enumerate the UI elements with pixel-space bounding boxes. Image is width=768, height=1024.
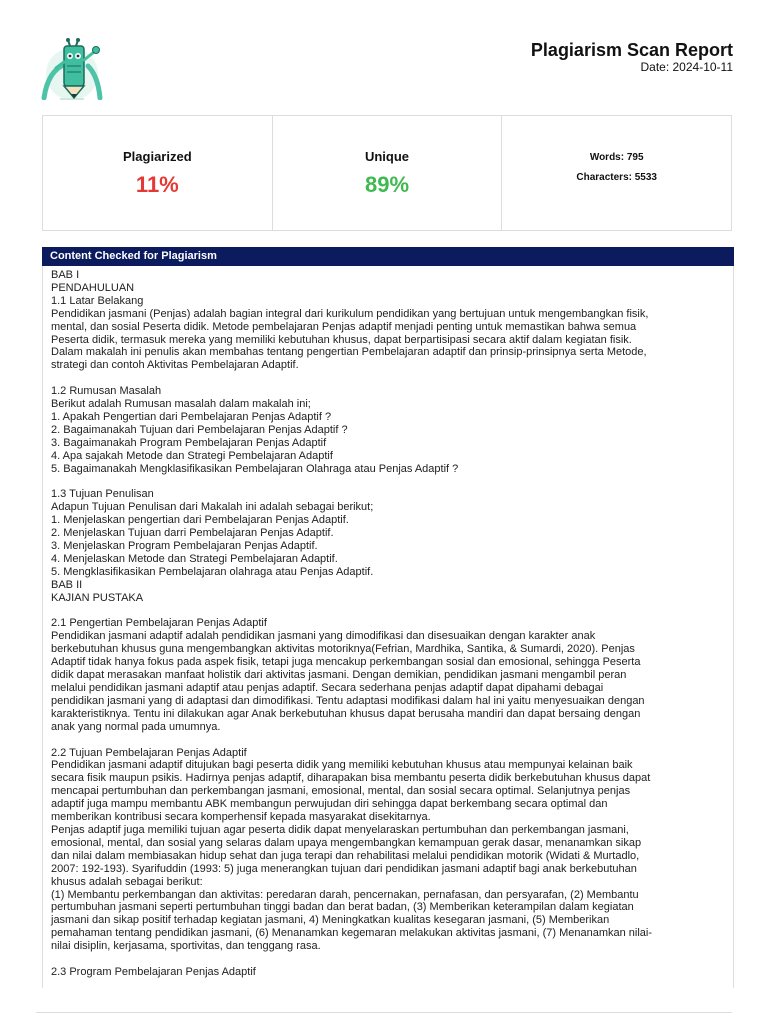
content-section-header: Content Checked for Plagiarism (42, 247, 734, 266)
report-header (531, 40, 733, 74)
plagiarized-value: 11% (135, 171, 179, 197)
word-count: Words: 795 (589, 152, 644, 163)
checked-content-text: BAB I PENDAHULUAN 1.1 Latar Belakang Pendidikan jasmani (Penjas) adalah bagian integral dari kurikulum pendidikan yang bertujuan untuk mengembangkan fisik, mental, dan sosial Peserta didik. Metode pembelajaran Penjas adaptif menjadi penting untuk memastikan bahwa semua Peserta didik, termasuk mereka yang memiliki kebutuhan khusus, dapat berpartisipasi secara aktif dalam kegiatan fisik. Dalam makalah ini penulis akan membahas tentang pengertian Pembelajaran adaptif dan prinsip-prinsipnya serta Metode, strategi dan contoh Aktivitas Pembelajaran Adaptif. 1.2 Rumusan Masalah Berikut adalah Rumusan masalah dalam makalah ini; 1. Apakah Pengertian dari Pembelajaran Penjas Adaptif ? 2. Bagaimanakah Tujuan dari Pembelajaran Penjas Adaptif ? 3. Bagaimanakah Program Pembelajaran Penjas Adaptif 4. Apa sajakah Metode dan Strategi Pembelajaran Adaptif 5. Bagaimanakah Mengklasifikasikan Pembelajaran Olahraga atau Penjas Adaptif ? 1.3 Tujuan Penulisan Adapun Tujuan Penulisan dari Makalah ini adalah sebagai berikut; 1. Menjelaskan pengertian dari Pembelajaran Penjas Adaptif. 2. Menjelaskan Tujuan darri Pembelajaran Penjas Adaptif. 3. Menjelaskan Program Pembelajaran Penjas Adaptif. 4. Menjelaskan Metode dan Strategi Pembelajaran Adaptif. 5. Mengklasifikasikan Pembelajaran olahraga atau Penjas Adaptif. BAB II KAJIAN PUSTAKA 2.1 Pengertian Pembelajaran Penjas Adaptif Pendidikan jasmani adaptif adalah pendidikan jasmani yang dimodifikasi dan disesuaikan dengan karakter anak berkebutuhan khusus guna mengembangkan aktivitas motoriknya(Fefrian, Mardhika, Santika, & Sumardi, 2020). Penjas Adaptif tidak hanya fokus pada aspek fisik, tetapi juga mencakup perkembangan sosial dan emosional, sehingga Peserta didik dapat merasakan manfaat holistik dari aktivitas jasmani. Dengan demikian, pendidikan jasmani mengambil peran melalui pendidikan jasmani adaptif atau penjas adaptif. Secara sederhana penjas adaptif dapat dipahami debagai pendidikan jasmani yang di adaptasi dan dimodifikasi. Tentu adaptasi modifikasi dalam hal ini yaitu menyesuaikan dengan karakteristiknya. Tentu ini dilakukan agar Anak berkebutuhan khusus dapat berusaha mandiri dan dapat bersaing dengan anak yang normal pada umumnya. 2.2 Tujuan Pembelajaran Penjas Adaptif Pendidikan jasmani adaptif ditujukan bagi peserta didik yang memiliki kebutuhan khusus atau mempunyai kelainan baik secara fisik maupun psikis. Hadirnya penjas adaptif, diharapakan bisa membantu peserta didik berkebutuhan khusus dapat mencapai pertumbuhan dan perkembangan jasmani, emosional, mental, dan sosial secara optimal. Selanjutnya penjas adaptif juga mampu membantu ABK membangun perwujudan diri sehingga dapat berkembang secara optimal dan memberikan kontribusi secara komperhensif kepada masyarakat disekitarnya. Penjas adaptif juga memiliki tujuan agar peserta didik dapat menyelaraskan pertumbuhan dan perkembangan jasmani, emosional, mental, dan sosial yang selaras dalam upaya mengembangkan kemampuan gerak dasar, menanamkan sikap dan nilai dalam membiasakan hidup sehat dan juga terapi dan rehabilitasi melalui pendidikan motorik (Widati & Murtadlo, 2007: 192-193). Syarifuddin (1993: 5) juga menerangkan tujuan dari pendidikan jasmani adaptif bagi anak berkebutuhan khusus adalah sebagai berikut: (1) Membantu perkembangan dan aktivitas: peredaran darah, pencernakan, pernafasan, dan persyarafan, (2) Membantu pertumbuhan jasmani seperti pertumbuhan tinggi badan dan berat badan, (3) Memberikan keterampilan dalam kegiatan jasmani dan sikap positif terhadap kegiatan jasmani, 4) Meningkatkan kualitas kesegaran jasmani, (5) Memberikan pemahaman tentang pendidikan jasmani, (6) Menanamkan kegemaran melakukan aktivitas jasmani, (7) Menanamkan nilai- nilai disiplin, kerjasama, sportivitas, dan tenggang rasa. 2.3 Program Pembelajaran Penjas Adaptif (51, 269, 653, 978)
plagiarized-label: Plagiarized (123, 148, 192, 164)
pencil-robot-logo-icon (40, 36, 112, 100)
report-date: Date: 2024-10-11 (640, 60, 733, 74)
character-count: Characters: 5533 (576, 172, 657, 183)
plagiarized-stat (43, 116, 272, 230)
count-stat (501, 116, 731, 230)
unique-label: Unique (364, 148, 410, 164)
stats-panel (42, 115, 732, 231)
unique-stat (272, 116, 502, 230)
report-title: Plagiarism Scan Report (530, 40, 733, 60)
page-divider (36, 1012, 732, 1013)
checked-content-box (42, 266, 734, 988)
unique-value: 89% (364, 171, 410, 197)
logo-graphic (40, 36, 112, 100)
